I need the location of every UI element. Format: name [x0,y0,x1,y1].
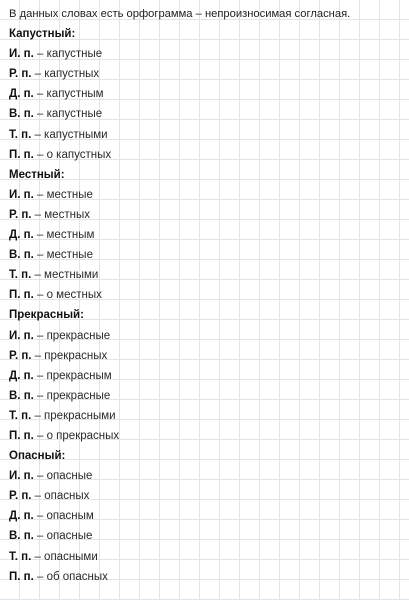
case-form: – о прекрасных [33,429,120,442]
case-label: Д. п. [9,369,34,382]
case-row [9,526,405,546]
case-form: – прекрасные [33,329,111,342]
case-row [9,486,405,506]
case-label: Р. п. [9,490,32,503]
case-form: – прекрасными [31,409,116,422]
case-form: – прекрасных [31,349,108,362]
case-row [9,64,405,84]
case-row [9,44,405,64]
case-label: Р. п. [9,208,32,221]
case-label: Т. п. [9,409,32,422]
case-form: – опасными [31,550,98,563]
case-form: – опасных [31,490,90,503]
case-form: – местными [31,269,99,282]
case-row [9,225,405,245]
group-heading: Опасный: [9,450,66,463]
case-label: Т. п. [9,128,32,141]
case-row [9,366,405,386]
case-row [9,84,405,104]
word-group-kapustnyi [9,24,405,165]
case-form: – опасные [33,530,93,543]
case-label: П. п. [9,429,34,442]
case-label: Д. п. [9,229,34,242]
case-form: – местные [33,188,93,201]
case-label: В. п. [9,249,34,262]
case-form: – капустные [33,48,103,61]
case-form: – о местных [33,289,102,302]
case-label: И. п. [9,329,34,342]
word-group-prekrasnyi [9,305,405,446]
case-row [9,346,405,366]
case-label: В. п. [9,530,34,543]
case-label: Д. п. [9,510,34,523]
case-label: Д. п. [9,88,34,101]
case-form: – о капустных [33,148,112,161]
case-row [9,326,405,346]
case-row [9,185,405,205]
case-row [9,426,405,446]
case-form: – опасным [33,510,94,523]
case-row [9,104,405,124]
case-form: – прекрасным [33,369,112,382]
case-row [9,125,405,145]
case-label: П. п. [9,148,34,161]
case-label: В. п. [9,108,34,121]
case-row [9,506,405,526]
case-form: – капустные [33,108,103,121]
case-label: И. п. [9,48,34,61]
case-row [9,547,405,567]
case-form: – капустными [31,128,108,141]
case-label: Т. п. [9,550,32,563]
case-label: Р. п. [9,349,32,362]
intro-text: В данных словах есть орфограмма – непроизносимая согласная. [9,8,351,20]
group-heading: Местный: [9,168,65,181]
case-label: И. п. [9,470,34,483]
case-row [9,466,405,486]
case-label: П. п. [9,289,34,302]
case-row [9,265,405,285]
case-form: – местных [31,208,90,221]
case-form: – капустных [31,68,100,81]
case-row [9,567,405,587]
case-label: И. п. [9,188,34,201]
case-form: – прекрасные [33,389,111,402]
case-row [9,386,405,406]
case-form: – капустным [33,88,104,101]
case-form: – местным [33,229,95,242]
case-row [9,406,405,426]
case-form: – опасные [33,470,93,483]
case-row [9,145,405,165]
case-row [9,285,405,305]
case-label: П. п. [9,570,34,583]
group-heading: Капустный: [9,28,76,41]
case-row [9,245,405,265]
case-form: – местные [33,249,93,262]
group-heading: Прекрасный: [9,309,84,322]
word-group-mestnyi [9,165,405,306]
case-label: В. п. [9,389,34,402]
case-form: – об опасных [33,570,108,583]
document-page [9,4,405,587]
case-row [9,205,405,225]
word-group-opasnyi [9,446,405,587]
case-label: Р. п. [9,68,32,81]
case-label: Т. п. [9,269,32,282]
